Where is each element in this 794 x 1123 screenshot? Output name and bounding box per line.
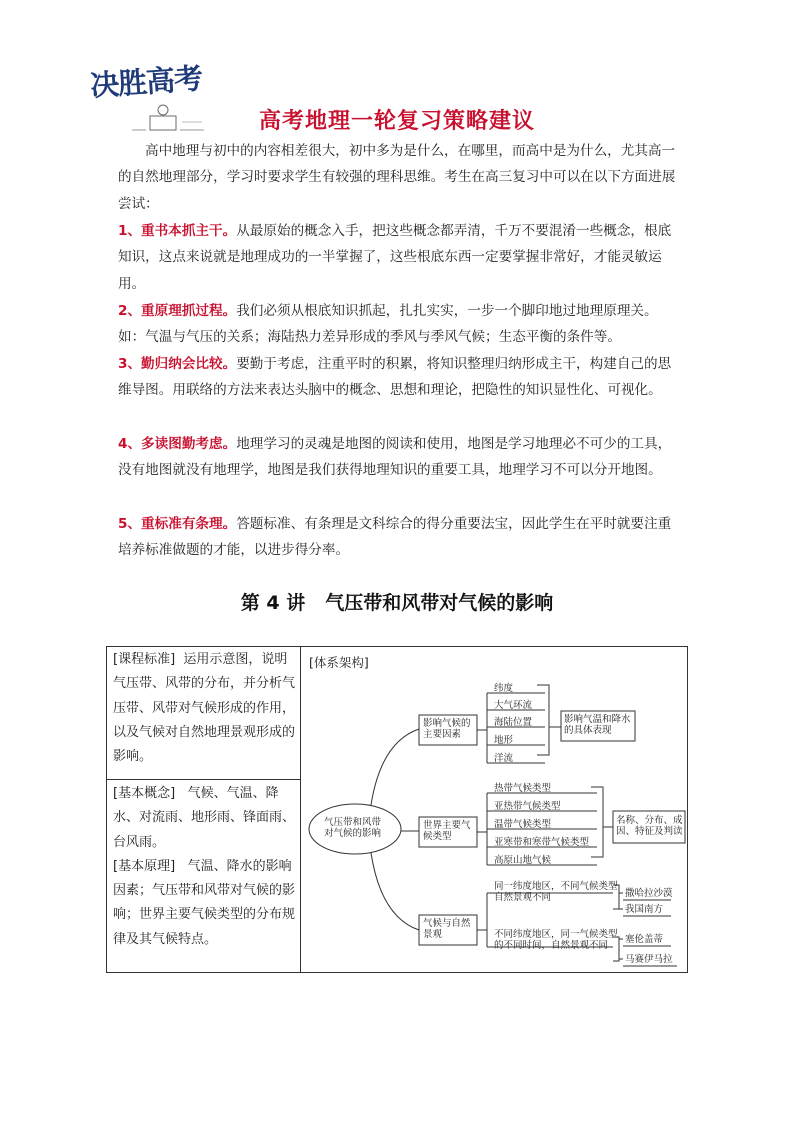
- branch-3-example: 撒哈拉沙漠: [625, 888, 673, 899]
- branch-3-case-1-line1: 同一纬度地区，不同气候类型: [494, 881, 618, 892]
- tip-heading: 2、重原理抓过程。: [118, 303, 237, 319]
- lesson-goals-column: [107, 647, 301, 972]
- standard-label: [课程标准]: [113, 652, 176, 667]
- branch-3-line1: 气候与自然: [423, 918, 471, 929]
- connector-3: [371, 853, 419, 930]
- branch-2-item: 亚寒带和寒带气候类型: [494, 837, 590, 848]
- intro-paragraph: 高中地理与初中的内容相差很大，初中多为是什么，在哪里，而高中是为什么，尤其高一的自然地理部分，学习时要求学生有较强的理科思维。考生在高三复习中可以在以下方面进展尝试：: [118, 143, 676, 212]
- branch-3-example: 马赛伊马拉: [625, 954, 673, 965]
- branch-1-item: 大气环流: [494, 700, 533, 711]
- logo-text: 决胜高考: [89, 61, 204, 103]
- section-title: [0, 588, 794, 615]
- center-node-line1: 气压带和风带: [324, 817, 382, 828]
- tip-body: 我们必须从根底知识抓起，扎扎实实，一步一个脚印地过地理原理关。如：气温与气压的关系；海陆热力差异形成的季风与季风气候；生态平衡的条件等。: [118, 303, 658, 346]
- branch-2-item: 热带气候类型: [494, 783, 552, 794]
- branch-1-result-line2: 的具体表现: [564, 725, 612, 736]
- branch-2-line2: 候类型: [423, 831, 452, 842]
- frame-label: [体系架构]: [309, 655, 369, 670]
- tip-heading: 4、多读图勤考虑。: [118, 436, 237, 452]
- branch-3-case-1-line2: 自然景观不同: [494, 892, 552, 903]
- concepts-and-principles: [113, 782, 296, 952]
- branch-2-item: 亚热带气候类型: [494, 801, 561, 812]
- branch-1-item: 海陆位置: [494, 717, 533, 728]
- center-node-line2: 对气候的影响: [324, 828, 382, 839]
- page-title: 高考地理一轮复习策略建议: [258, 109, 535, 134]
- tip-3: [118, 351, 683, 404]
- branch-1-item: 地形: [494, 735, 514, 746]
- branch-3-case-2-line1: 不同纬度地区，同一气候类型: [494, 929, 618, 940]
- branch-2-item: 高原山地气候: [494, 855, 552, 866]
- lesson-table: [106, 646, 688, 973]
- concept-text: 气候、气温、降水、对流雨、地形雨、锋面雨、台风雨。: [113, 786, 296, 850]
- branch-2-result: [616, 815, 683, 837]
- basic-concepts: [113, 782, 296, 855]
- basic-principles: [113, 855, 296, 952]
- concept-label: [基本概念]: [113, 786, 176, 801]
- branch-3-example: 我国南方: [625, 904, 664, 915]
- tip-body: 地理学习的灵魂是地图的阅读和使用，地图是学习地理必不可少的工具，没有地图就没有地理学，地图是我们获得地理知识的重要工具，地理学习不可以分开地图。: [118, 436, 672, 479]
- branch-1-item: 纬度: [494, 683, 514, 694]
- tip-5: [118, 511, 683, 564]
- section-name: 气压带和风带对气候的影响: [325, 592, 554, 614]
- principle-label: [基本原理]: [113, 858, 176, 874]
- branch-2-item: 温带气候类型: [494, 819, 552, 830]
- branch-3-example: 塞伦盖蒂: [625, 934, 664, 945]
- tip-body: 答题标准、有条理是文科综合的得分重要法宝，因此学生在平时就要注重培养标准做题的才能，以进步得分率。: [118, 516, 672, 559]
- concept-map: [301, 647, 687, 972]
- center-node: [324, 817, 381, 839]
- tip-1: [118, 218, 683, 297]
- branch-2-result-line1: 名称、分布、成: [616, 815, 683, 826]
- connector-1: [371, 729, 419, 805]
- branch-1-result-line1: 影响气温和降水: [564, 714, 631, 725]
- branch-3-label: [423, 918, 471, 940]
- branch-3-line2: 景观: [423, 929, 443, 940]
- branch-3-case-1: [494, 881, 618, 903]
- branch-3-case-2: [494, 929, 618, 951]
- branch-3-case-2-line2: 的不同时间，自然景观不同: [494, 940, 609, 951]
- curriculum-standard: [113, 648, 296, 769]
- tip-body: 从最原始的概念入手，把这些概念都弄清，千万不要混淆一些概念，根底知识，这点来说就是地理成功的一半掌握了，这些根底东西一定要掌握非常好，才能灵敏运用。: [118, 223, 672, 292]
- standard-text: 运用示意图，说明气压带、风带的分布，并分析气压带、风带对气候形成的作用，以及气候对自然地理景观形成的影响。: [113, 652, 296, 765]
- section-number: 第 4 讲: [240, 592, 306, 614]
- branch-2-line1: 世界主要气: [423, 820, 471, 831]
- tip-heading: 3、勤归纳会比较。: [118, 356, 237, 372]
- branch-1-line2: 主要因素: [423, 729, 462, 740]
- curriculum-standard-cell: [107, 647, 300, 780]
- branch-2-result-line2: 因、特征及判读: [616, 826, 683, 837]
- tip-heading: 5、重标准有条理。: [118, 516, 237, 532]
- branch-1-item: 洋流: [494, 753, 514, 764]
- principle-text: 气温、降水的影响因素；气压带和风带对气候的影响；世界主要气候类型的分布规律及其气候特点。: [113, 858, 296, 947]
- branch-1-line1: 影响气候的: [423, 718, 471, 729]
- tip-body: 要勤于考虑，注重平时的积累，将知识整理归纳形成主干，构建自己的思维导图。用联络的方法来表达头脑中的概念、思想和理论，把隐性的知识显性化、可视化。: [118, 356, 672, 399]
- branch-1-label: [423, 718, 471, 740]
- tip-4: [118, 431, 683, 484]
- tip-2: [118, 298, 683, 351]
- branch-1-result: [564, 714, 631, 736]
- tip-heading: 1、重书本抓主干。: [118, 223, 237, 239]
- branch-2-label: [423, 820, 471, 842]
